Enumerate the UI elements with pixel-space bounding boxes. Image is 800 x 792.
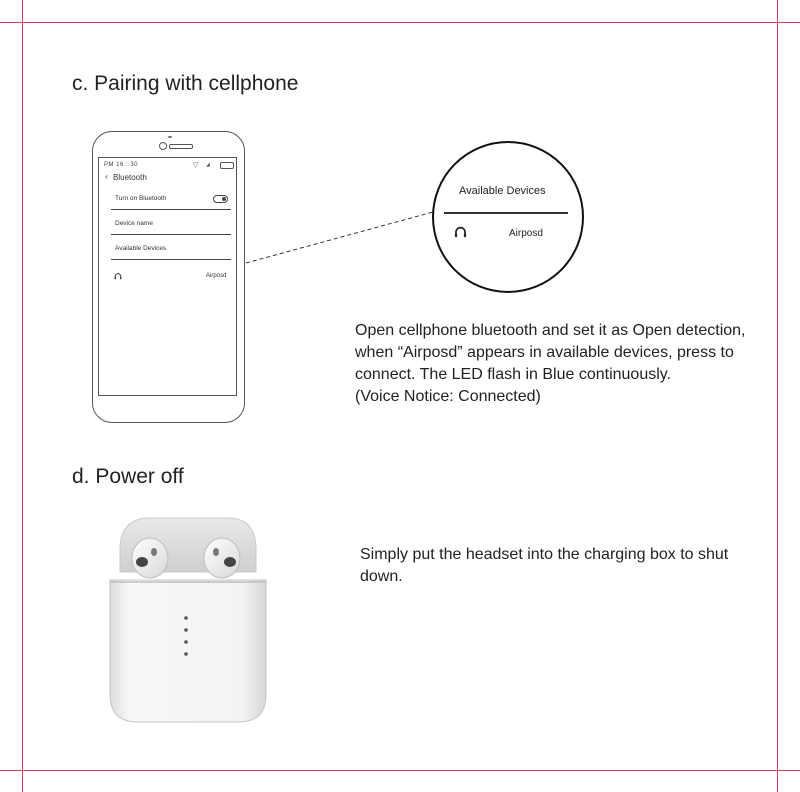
- row-label: Device name: [115, 220, 153, 227]
- screen-title: Bluetooth: [113, 173, 147, 182]
- wifi-icon: ▽: [193, 162, 199, 169]
- signal-icon: ◢: [206, 162, 210, 168]
- section-heading-pairing: c. Pairing with cellphone: [72, 72, 299, 95]
- zoom-title: Available Devices: [459, 185, 546, 197]
- status-time: PM 16 : 30: [104, 162, 139, 168]
- back-chevron-icon: ‹: [105, 172, 108, 181]
- voice-notice: (Voice Notice: Connected): [355, 388, 541, 405]
- earbud-right: [204, 538, 240, 578]
- pairing-instruction-text: Open cellphone bluetooth and set it as Open detection, when “Airposd” appears in available devices, press to connect. The LED flash in Blue continuously.: [355, 322, 746, 383]
- earbud-left: [132, 538, 168, 578]
- headphones-icon: [454, 225, 467, 238]
- zoom-divider: [444, 212, 568, 214]
- zoom-callout: [432, 141, 584, 293]
- row-label: Available Devices: [115, 245, 167, 252]
- section-heading-power-off: d. Power off: [72, 465, 184, 488]
- power-off-instructions: Simply put the headset into the charging box to shut down.: [360, 546, 729, 585]
- charging-case-illustration: [100, 510, 280, 735]
- pairing-instructions: [355, 320, 775, 408]
- zoom-device-airposd: Airposd: [509, 228, 543, 239]
- row-label: Turn on Bluetooth: [115, 195, 167, 202]
- device-entry-airposd: Airposd: [206, 273, 227, 279]
